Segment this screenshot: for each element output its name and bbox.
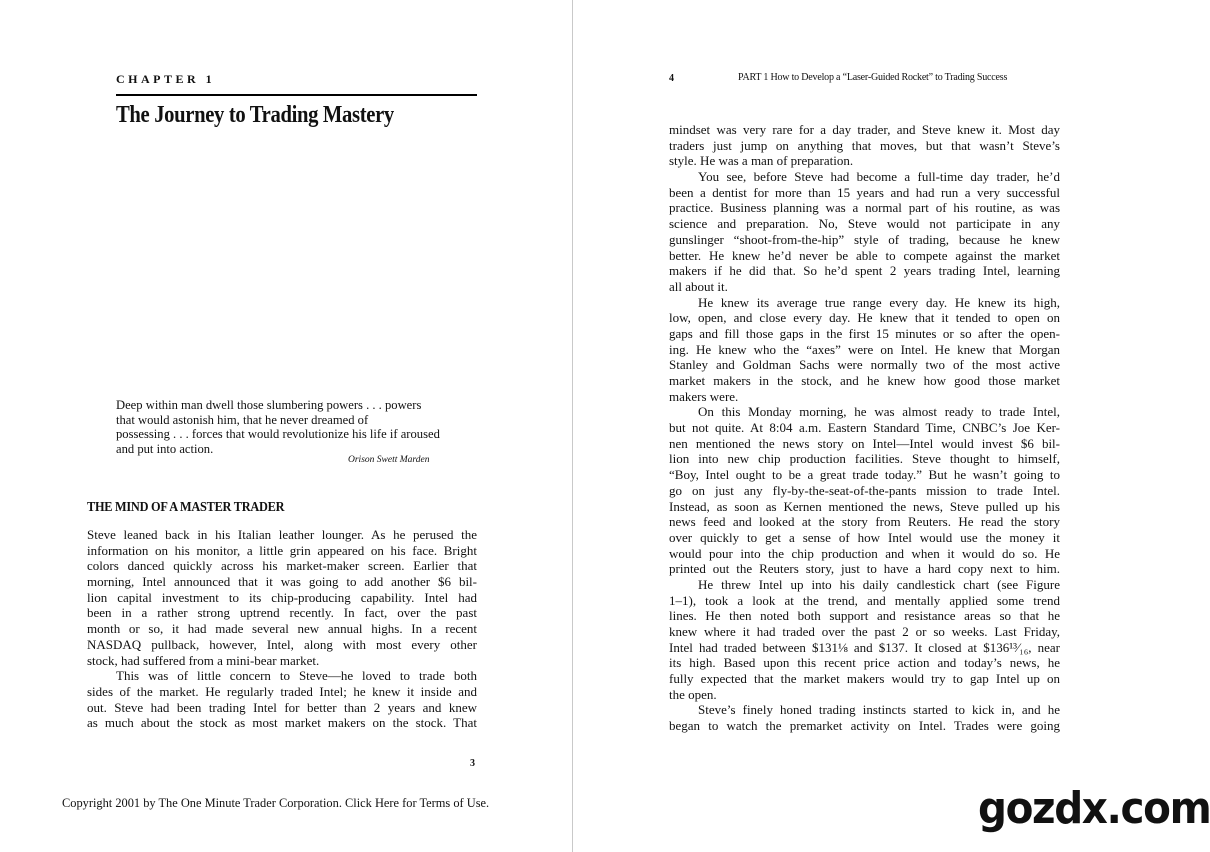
body-line: You see, before Steve had become a full-time day trader, he’d: [698, 169, 1060, 185]
body-line: began to watch the premarket activity on Intel. Trades were going: [669, 718, 1060, 734]
page-number: 3: [470, 758, 475, 769]
body-line: NASDAQ pullback, however, Intel, along with most every other: [87, 636, 477, 652]
epigraph-attribution: Orison Swett Marden: [348, 455, 430, 465]
body-line: the open.: [669, 686, 717, 702]
body-line: gaps and fill those gaps in the first 15 minutes or so after the open-: [669, 325, 1060, 341]
body-line: but not quite. At 8:04 a.m. Eastern Standard Time, CNBC’s Joe Ker-: [669, 420, 1060, 436]
body-line: as much about the stock as most market makers on the stock. That: [87, 715, 477, 731]
left-body-text: [87, 527, 477, 731]
body-line: mindset was very rare for a day trader, and Steve knew it. Most day: [669, 122, 1060, 137]
body-line: On this Monday morning, he was almost ready to trade Intel,: [698, 404, 1060, 420]
body-line: better. He knew he’d never be able to compete against the market: [669, 247, 1060, 263]
section-heading: THE MIND OF A MASTER TRADER: [87, 500, 285, 515]
body-line: fully expected that the market makers would try to gap Intel up on: [669, 671, 1060, 687]
body-line: would pour into the chip production and when it would do so. He: [669, 545, 1060, 561]
body-line: knew where it had traded over the past 2 or so weeks. Last Friday,: [669, 624, 1060, 639]
right-body-text: [669, 122, 1060, 734]
body-line: news feed and looked at the story from Reuters. He read the story: [669, 514, 1060, 530]
watermark-logo: gozdx.com: [978, 783, 1210, 834]
body-line: information on his monitor, a little grin appeared on his face. Bright: [87, 542, 477, 558]
body-line: sides of the market. He regularly traded Intel; he knew it inside and: [87, 683, 477, 699]
epigraph-line: possessing . . . forces that would revolutionize his life if aroused: [116, 427, 440, 441]
body-line: Steve’s finely honed trading instincts started to kick in, and he: [698, 702, 1060, 718]
body-line: Stanley and Goldman Sachs were normally two of the most active: [669, 357, 1060, 373]
body-line: style. He was a man of preparation.: [669, 153, 854, 169]
body-line: This was of little concern to Steve—he loved to trade both: [116, 668, 477, 684]
page-spread-divider: [572, 0, 573, 852]
body-line: been a dentist for more than 15 years and had run a very successful: [669, 184, 1060, 200]
running-head: PART 1 How to Develop a “Laser-Guided Rocket” to Trading Success: [738, 72, 1008, 83]
body-line: low, open, and close every day. He knew that it tended to open on: [669, 310, 1060, 326]
body-line: printed out the Reuters story, just to have a hard copy next to him.: [669, 561, 1060, 577]
epigraph: [116, 398, 478, 456]
body-line: all about it.: [669, 278, 728, 294]
body-line: makers were.: [669, 388, 739, 404]
body-line: Intel had traded between $131⅛ and $137. It closed at $136¹³⁄₁₆, near: [669, 639, 1060, 655]
body-line: over quickly to get a sense of how Intel would use the money it: [669, 529, 1060, 545]
body-line: makers if he did that. So he’d spent 2 years trading Intel, learning: [669, 263, 1060, 279]
chapter-rule: [116, 94, 477, 96]
body-line: lion into new chip production facilities. Steve thought to himself,: [669, 451, 1060, 467]
body-line: been in a rather strong uptrend recently. In fact, over the past: [87, 605, 477, 621]
body-line: “Boy, Intel ought to be a great trade today.” But he wasn’t going to: [669, 467, 1060, 483]
body-line: market makers in the stock, and he knew how good those market: [669, 373, 1060, 388]
body-line: its high. Based upon this recent price action and today’s news, he: [669, 655, 1060, 671]
epigraph-line: Deep within man dwell those slumbering powers . . . powers: [116, 398, 422, 412]
body-line: lion capital investment to its chip-producing capability. Intel had: [87, 589, 477, 605]
epigraph-line: and put into action.: [116, 441, 214, 456]
body-line: colors danced quickly across his market-maker screen. Earlier that: [87, 558, 477, 574]
body-line: Steve leaned back in his Italian leather lounger. As he perused the: [87, 527, 477, 542]
body-line: He threw Intel up into his daily candlestick chart (see Figure: [698, 576, 1060, 592]
body-line: lines. He then noted both support and resistance areas so that he: [669, 608, 1060, 624]
body-line: ing. He knew who the “axes” were on Intel. He knew that Morgan: [669, 341, 1060, 357]
body-line: nen mentioned the news story on Intel—Intel would invest $6 bil-: [669, 435, 1060, 451]
body-line: out. Steve had been trading Intel for better than 2 years and knew: [87, 699, 477, 715]
body-line: He knew its average true range every day. He knew its high,: [698, 294, 1060, 310]
page-number: 4: [669, 73, 674, 84]
body-line: 1–1), took a look at the trend, and mentally applied some trend: [669, 592, 1060, 608]
body-line: morning, Intel announced that it was going to add another $6 bil-: [87, 574, 477, 590]
body-line: gunslinger “shoot-from-the-hip” style of trading, because he knew: [669, 231, 1060, 247]
body-line: month or so, it had made several new annual highs. In a recent: [87, 621, 477, 637]
chapter-label: CHAPTER 1: [116, 72, 216, 86]
body-line: stock, had suffered from a mini-bear market.: [87, 652, 320, 668]
body-line: science and preparation. No, Steve would not participate in any: [669, 216, 1060, 232]
body-line: go on just any fly-by-the-seat-of-the-pants mission to trade Intel.: [669, 482, 1060, 498]
epigraph-line: that would astonish him, that he never dreamed of: [116, 412, 369, 427]
body-line: Instead, as soon as Kernen mentioned the news, Steve pulled up his: [669, 498, 1060, 514]
body-line: practice. Business planning was a normal part of his routine, as was: [669, 200, 1060, 216]
copyright-notice[interactable]: Copyright 2001 by The One Minute Trader Corporation. Click Here for Terms of Use.: [62, 796, 490, 810]
body-line: traders just jump on anything that moves, but that wasn’t Steve’s: [669, 137, 1060, 153]
chapter-title: The Journey to Trading Mastery: [116, 102, 394, 128]
